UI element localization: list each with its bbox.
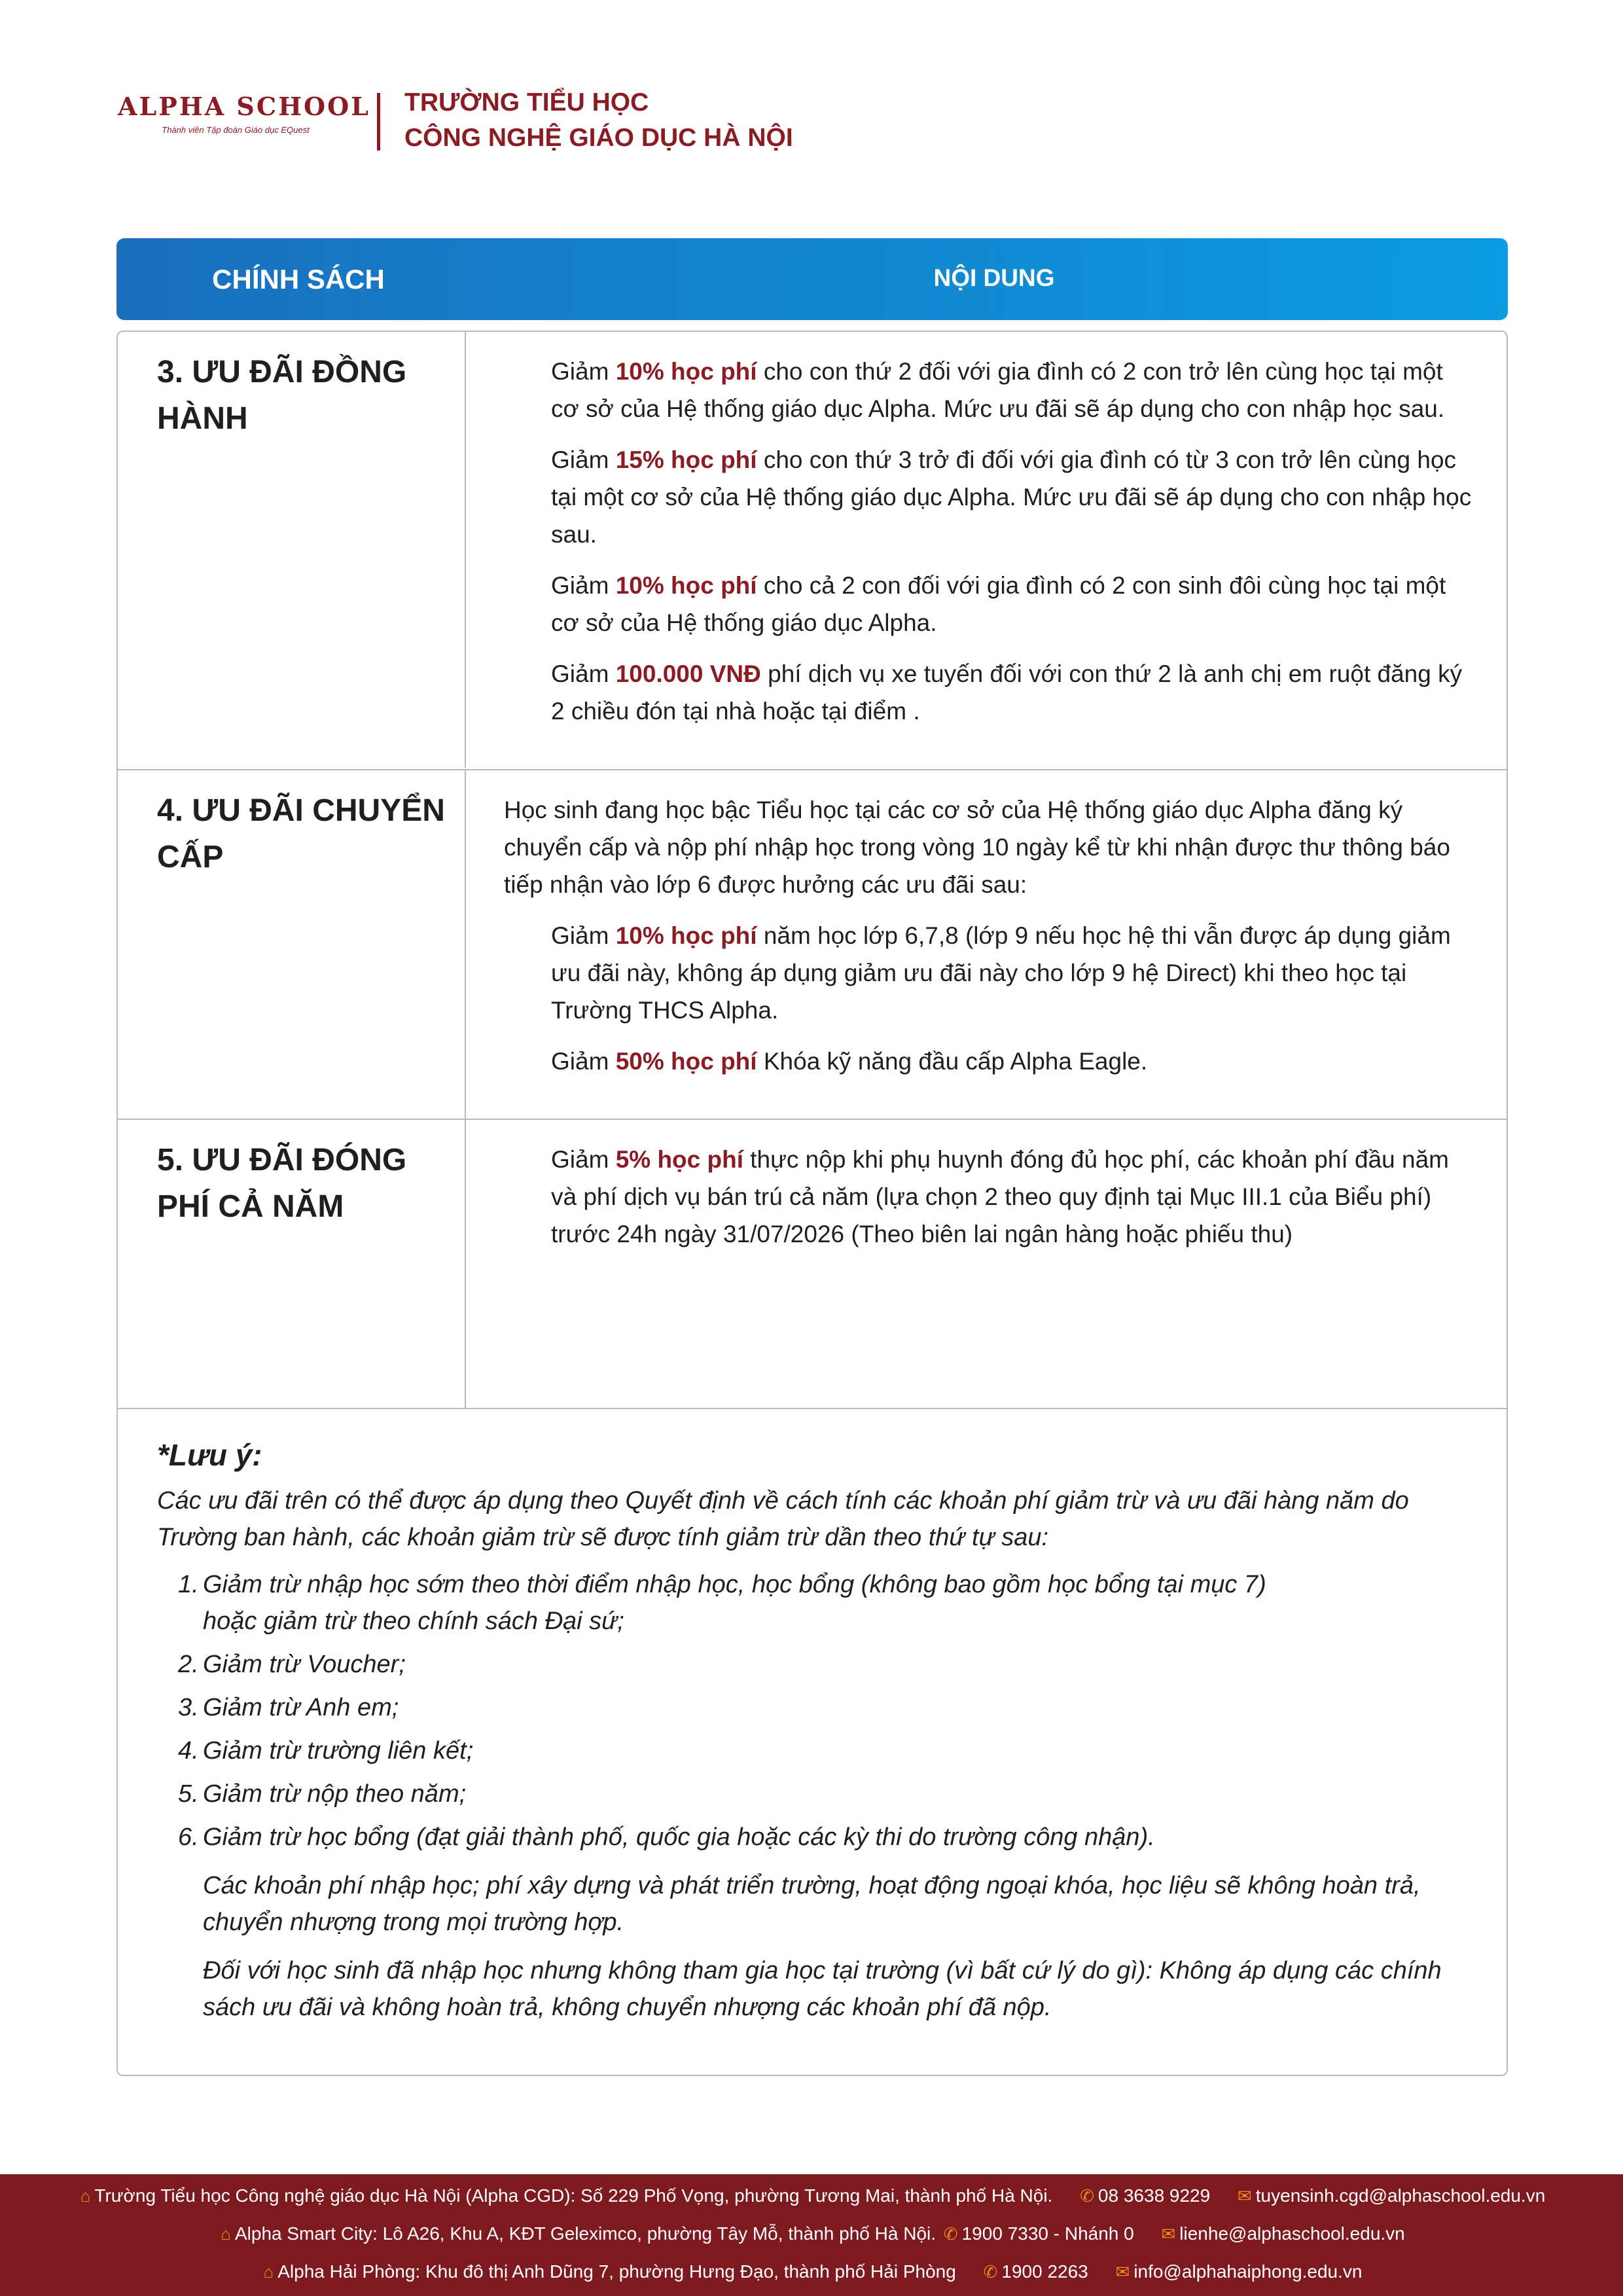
benefit-item: Giảm 5% học phí thực nộp khi phụ huynh đóng đủ học phí, các khoản phí đầu năm và phí dịch vụ bán trú cả năm (lựa chọn 2 theo quy định tại Mục III.1 của Biểu phí) trước 24h ngày 31/07/2026 (Theo biên lai ngân hàng hoặc phiếu thu) — [551, 1146, 1449, 1247]
benefit-item: Giảm 10% học phí năm học lớp 6,7,8 (lớp 9 nếu học hệ thi vẫn được áp dụng giảm ưu đãi này, không áp dụng giảm ưu đãi này cho lớp 9 hệ Direct) khi theo học tại Trường THCS Alpha. — [551, 922, 1451, 1024]
column-divider — [465, 1120, 466, 1409]
policy-content — [504, 791, 1476, 1094]
benefit-item: Giảm 10% học phí cho cả 2 con đối với gia đình có 2 con sinh đôi cùng học tại một cơ sở của Hệ thống giáo dục Alpha. — [551, 572, 1446, 636]
policy-title: 4. ƯU ĐÃI CHUYỂN CẤP — [157, 793, 445, 874]
policy-title: 3. ƯU ĐÃI ĐỒNG HÀNH — [157, 355, 407, 436]
discount-value: 5% học phí — [615, 1146, 743, 1173]
school-logo — [118, 92, 370, 135]
policy-title: 5. ƯU ĐÃI ĐÓNG PHÍ CẢ NĂM — [157, 1143, 407, 1224]
policy-row-full-year — [118, 1119, 1507, 1409]
column-divider — [465, 770, 466, 1119]
policy-row-companion — [118, 332, 1507, 768]
email-icon: ✉ — [1237, 2186, 1252, 2206]
header-divider — [377, 93, 380, 151]
campus-phone[interactable]: 1900 7330 - Nhánh 0 — [961, 2223, 1134, 2244]
benefit-item: Giảm 15% học phí cho con thứ 3 trở đi đối với gia đình có từ 3 con trở lên cùng học tại một cơ sở của Hệ thống giáo dục Alpha. Mức ưu đãi sẽ áp dụng cho con nhập học sau. — [551, 446, 1472, 548]
campus-email[interactable]: info@alphahaiphong.edu.vn — [1133, 2261, 1363, 2282]
campus-address: Alpha Smart City: Lô A26, Khu A, KĐT Geleximco, phường Tây Mỗ, thành phố Hà Nội. — [234, 2223, 936, 2244]
note-section — [118, 1408, 1507, 2075]
note-intro: Các ưu đãi trên có thể được áp dụng theo Quyết định về cách tính các khoản phí giảm trừ và ưu đãi hàng năm do Trường ban hành, các khoản giảm trừ sẽ được tính giảm trừ dần theo thứ tự sau: — [157, 1487, 1409, 1551]
discount-value: 10% học phí — [615, 922, 757, 949]
column-header-content: NỘI DUNG — [933, 264, 1055, 291]
phone-icon: ✆ — [983, 2262, 998, 2282]
campus-phone[interactable]: 08 3638 9229 — [1097, 2185, 1211, 2206]
school-title — [404, 85, 793, 156]
policy-content — [504, 1141, 1476, 1266]
benefit-item: Giảm 10% học phí cho con thứ 2 đối với gia đình có 2 con trở lên cùng học tại một cơ sở của Hệ thống giáo dục Alpha. Mức ưu đãi sẽ áp dụng cho con nhập học sau. — [551, 358, 1445, 422]
home-icon: ⌂ — [221, 2224, 231, 2244]
home-icon: ⌂ — [80, 2186, 91, 2206]
phone-icon: ✆ — [1080, 2186, 1094, 2206]
list-item: 4. Giảm trừ trường liên kết; — [178, 1737, 474, 1765]
email-icon: ✉ — [1115, 2262, 1130, 2282]
discount-value: 15% học phí — [615, 446, 757, 473]
school-title-line2: CÔNG NGHỆ GIÁO DỤC HÀ NỘI — [404, 124, 793, 152]
campus-address: Trường Tiểu học Công nghệ giáo dục Hà Nội (Alpha CGD): Số 229 Phố Vọng, phường Tương Mai, thành phố Hà Nội. — [94, 2185, 1053, 2206]
discount-value: 100.000 VNĐ — [615, 660, 761, 687]
note-non-refundable: Các khoản phí nhập học; phí xây dựng và phát triển trường, hoạt động ngoại khóa, học liệu sẽ không hoàn trả, chuyển nhượng trong mọi trường hợp. — [203, 1872, 1421, 1936]
note-box — [157, 1435, 1476, 2026]
policy-row-transition — [118, 769, 1507, 1119]
campus-contact — [0, 2255, 1623, 2288]
list-item: 1. Giảm trừ nhập học sớm theo thời điểm nhập học, học bổng (không bao gồm học bổng tại mục 7) hoặc giảm trừ theo chính sách Đại sứ; — [178, 1571, 1266, 1635]
campus-contact — [0, 2217, 1623, 2250]
campus-contact — [0, 2179, 1623, 2212]
phone-icon: ✆ — [943, 2224, 958, 2244]
discount-value: 50% học phí — [615, 1048, 757, 1075]
campus-email[interactable]: lienhe@alphaschool.edu.vn — [1179, 2223, 1405, 2244]
list-item: 5. Giảm trừ nộp theo năm; — [178, 1780, 467, 1808]
policy-content — [504, 353, 1476, 744]
policy-table — [116, 331, 1508, 2076]
school-title-line1: TRƯỜNG TIỂU HỌC — [404, 88, 649, 117]
logo-name: ALPHA SCHOOL — [118, 92, 370, 121]
benefit-intro: Học sinh đang học bậc Tiểu học tại các cơ sở của Hệ thống giáo dục Alpha đăng ký chuyển cấp và nộp phí nhập học trong vòng 10 ngày kể từ khi nhận được thư thông báo tiếp nhận vào lớp 6 được hưởng các ưu đãi sau: — [504, 797, 1450, 898]
footer-contacts — [0, 2174, 1623, 2296]
note-withdrawal: Đối với học sinh đã nhập học nhưng không tham gia học tại trường (vì bất cứ lý do gì): Không áp dụng các chính sách ưu đãi và không hoàn trả, không chuyển nhượng các khoản phí đã nộp. — [203, 1957, 1442, 2021]
table-header — [116, 238, 1508, 320]
campus-email[interactable]: tuyensinh.cgd@alphaschool.edu.vn — [1255, 2185, 1546, 2206]
logo-tagline: Thành viên Tập đoàn Giáo dục EQuest — [162, 125, 310, 135]
deduction-order-list — [157, 1566, 1476, 1856]
column-divider — [465, 332, 466, 768]
campus-address: Alpha Hải Phòng: Khu đô thị Anh Dũng 7, phường Hưng Đạo, thành phố Hải Phòng — [277, 2261, 956, 2282]
column-header-policy: CHÍNH SÁCH — [212, 264, 385, 295]
home-icon: ⌂ — [263, 2262, 274, 2282]
note-title: *Lưu ý: — [157, 1438, 262, 1472]
discount-value: 10% học phí — [615, 572, 757, 599]
list-item: 3. Giảm trừ Anh em; — [178, 1694, 399, 1721]
discount-value: 10% học phí — [615, 358, 757, 385]
benefit-item: Giảm 100.000 VNĐ phí dịch vụ xe tuyến đối với con thứ 2 là anh chị em ruột đăng ký 2 chiều đón tại nhà hoặc tại điểm . — [551, 660, 1463, 725]
list-item: 6. Giảm trừ học bổng (đạt giải thành phố, quốc gia hoặc các kỳ thi do trường công nhận). — [178, 1823, 1155, 1851]
campus-phone[interactable]: 1900 2263 — [1001, 2261, 1088, 2282]
list-item: 2. Giảm trừ Voucher; — [178, 1651, 406, 1678]
benefit-item: Giảm 50% học phí Khóa kỹ năng đầu cấp Alpha Eagle. — [551, 1048, 1148, 1075]
email-icon: ✉ — [1161, 2224, 1176, 2244]
